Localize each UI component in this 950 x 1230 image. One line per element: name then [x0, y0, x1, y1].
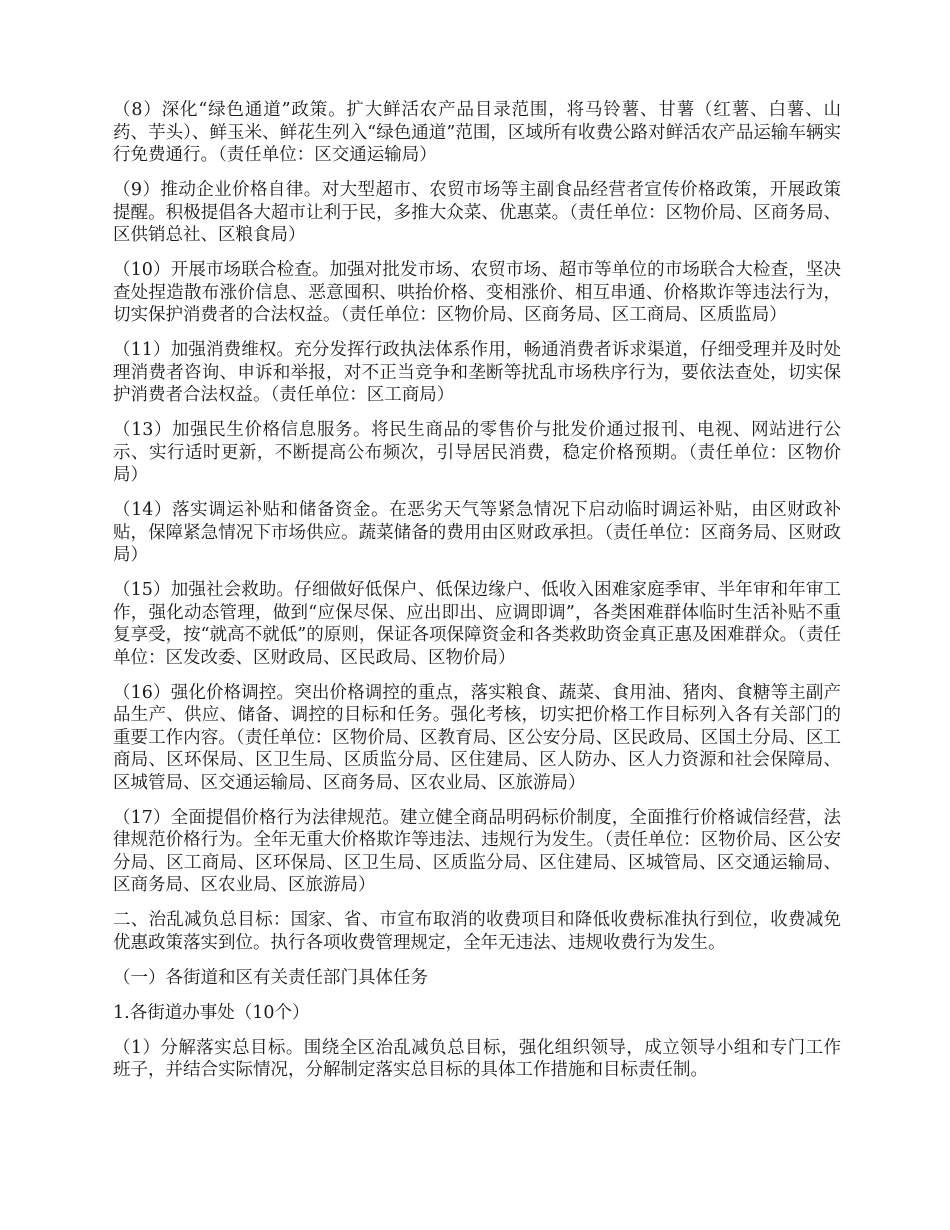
paragraph-item-11-consumer-rights: （11）加强消费维权。充分发挥行政执法体系作用，畅通消费者诉求渠道，仔细受理并及时处理消费者咨询、申诉和举报，对不正当竞争和垄断等扰乱市场秩序行为，要依法查处，切实保护消费者合法权益。（责任单位：区工商局） [113, 340, 841, 405]
paragraph-item-14-transport-subsidy: （14）落实调运补贴和储备资金。在恶劣天气等紧急情况下启动临时调运补贴，由区财政补贴，保障紧急情况下市场供应。蔬菜储备的费用由区财政承担。（责任单位：区商务局、区财政局） [113, 500, 841, 565]
paragraph-item-8-green-channel: （8）深化“绿色通道”政策。扩大鲜活农产品目录范围，将马铃薯、甘薯（红薯、白薯、山药、芋头）、鲜玉米、鲜花生列入“绿色通道”范围，区域所有收费公路对鲜活农产品运输车辆实行免费通行。（责任单位：区交通运输局） [113, 100, 841, 165]
subsection-heading-specific-tasks: （一）各街道和区有关责任部门具体任务 [113, 967, 428, 988]
subsection-heading-street-offices: 1.各街道办事处（10个） [113, 1002, 310, 1023]
paragraph-item-9-price-self-discipline: （9）推动企业价格自律。对大型超市、农贸市场等主副食品经营者宣传价格政策，开展政策提醒。积极提倡各大超市让利于民，多推大众菜、优惠菜。（责任单位：区物价局、区商务局、区供销总社、区粮食局） [113, 180, 841, 245]
paragraph-item-10-joint-inspection: （10）开展市场联合检查。加强对批发市场、农贸市场、超市等单位的市场联合大检查，坚决查处捏造散布涨价信息、恶意囤积、哄抬价格、变相涨价、相互串通、价格欺诈等违法行为，切实保护消费者的合法权益。（责任单位：区物价局、区商务局、区工商局、区质监局） [113, 260, 841, 325]
paragraph-item-13-price-info-service: （13）加强民生价格信息服务。将民生商品的零售价与批发价通过报刊、电视、网站进行公示、实行适时更新，不断提高公布频次，引导居民消费，稳定价格预期。（责任单位：区物价局） [113, 420, 841, 485]
document-page [113, 99, 841, 1094]
paragraph-item-1-decompose-goal: （1）分解落实总目标。围绕全区治乱减负总目标，强化组织领导，成立领导小组和专门工作班子，并结合实际情况，分解制定落实总目标的具体工作措施和目标责任制。 [113, 1037, 841, 1080]
paragraph-item-16-price-regulation: （16）强化价格调控。突出价格调控的重点，落实粮食、蔬菜、食用油、猪肉、食糖等主副产品生产、供应、储备、调控的目标和任务。强化考核，切实把价格工作目标列入各有关部门的重要工作内容。（责任单位：区物价局、区教育局、区公安分局、区民政局、区国土分局、区工商局、区环保局、区卫生局、区质监分局、区住建局、区人防办、区人力资源和社会保障局、区城管局、区交通运输局、区商务局、区农业局、区旅游局） [113, 682, 841, 793]
paragraph-item-15-social-assistance: （15）加强社会救助。仔细做好低保户、低保边缘户、低收入困难家庭季审、半年审和年审工作，强化动态管理，做到“应保尽保、应出即出、应调即调”，各类困难群体临时生活补贴不重复享受，按“就高不就低”的原则，保证各项保障资金和各类救助资金真正惠及困难群众。（责任单位：区发改委、区财政局、区民政局、区物价局） [113, 580, 841, 668]
section-heading-two-overall-goal: 二、治乱减负总目标：国家、省、市宣布取消的收费项目和降低收费标准执行到位，收费减免优惠政策落实到位。执行各项收费管理规定，全年无违法、违规收费行为发生。 [113, 910, 841, 953]
paragraph-item-17-price-conduct: （17）全面提倡价格行为法律规范。建立健全商品明码标价制度，全面推行价格诚信经营，法律规范价格行为。全年无重大价格欺诈等违法、违规行为发生。（责任单位：区物价局、区公安分局、区工商局、区环保局、区卫生局、区质监分局、区住建局、区城管局、区交通运输局、区商务局、区农业局、区旅游局） [113, 807, 841, 895]
